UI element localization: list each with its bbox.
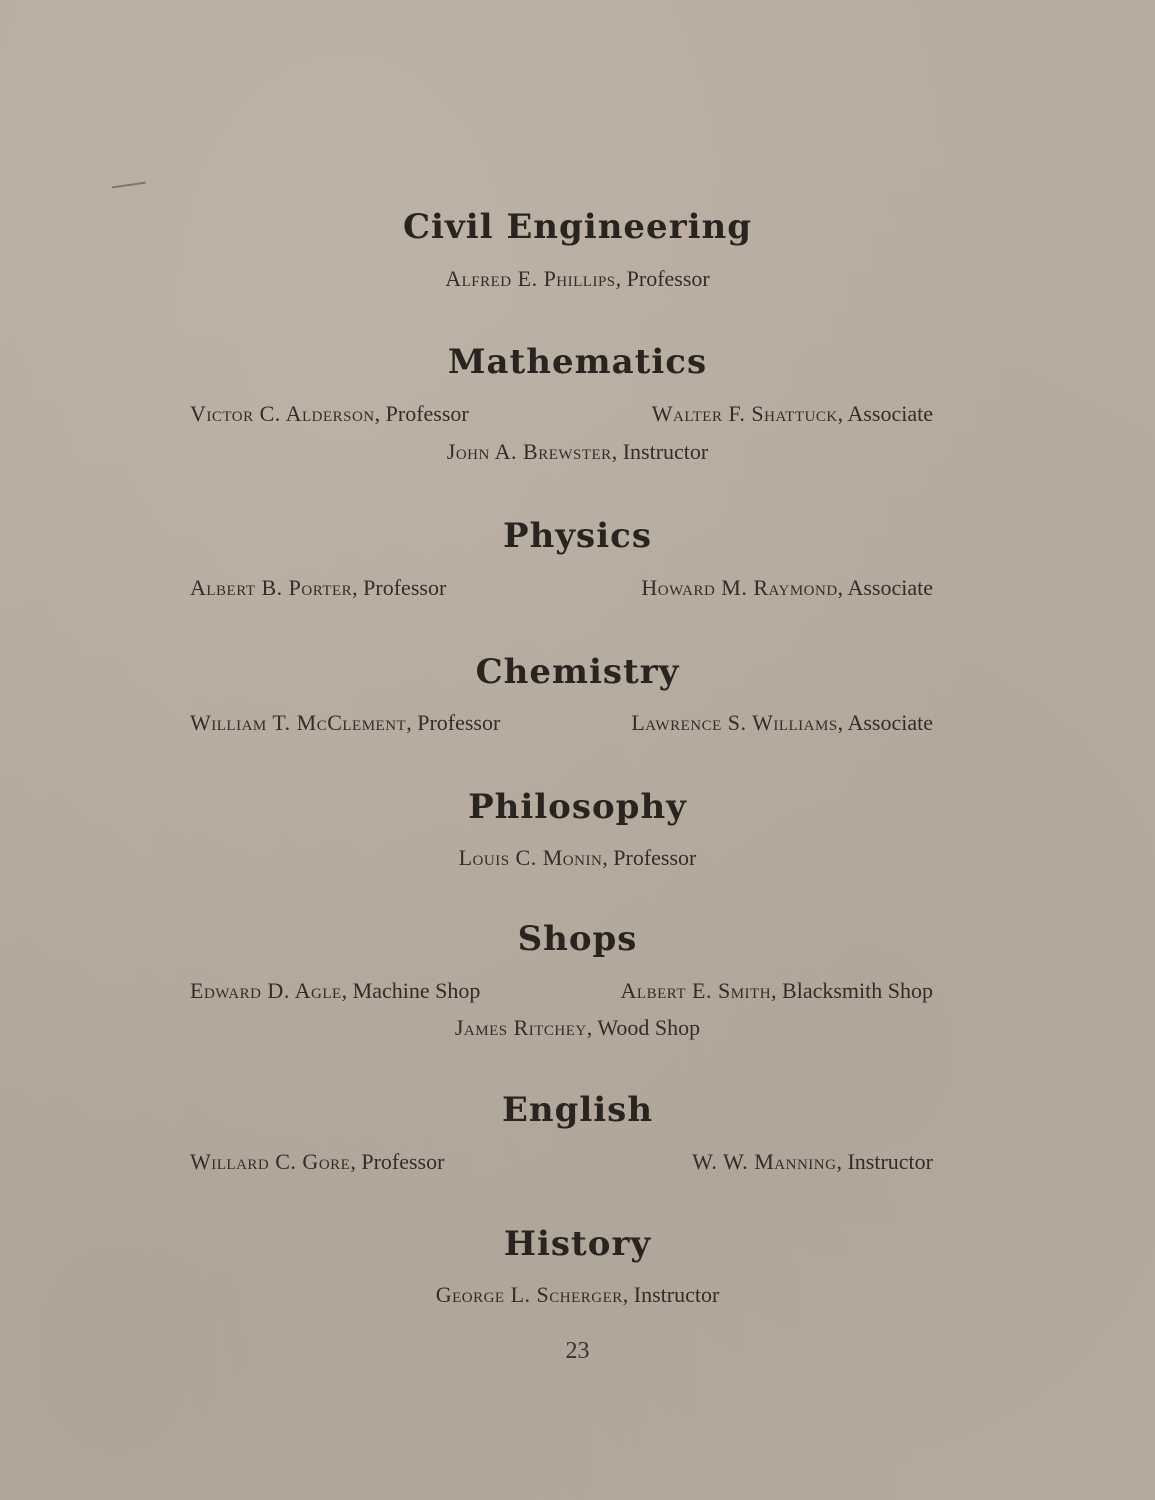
faculty-role: Instructor: [622, 439, 709, 464]
faculty-line: Walter F. Shattuck, Associate: [651, 401, 933, 426]
faculty-name: Albert E. Smith: [620, 978, 772, 1003]
faculty-line: W. W. Manning, Instructor: [692, 1149, 933, 1174]
faculty-role: Professor: [613, 845, 697, 870]
heading-shops: Shops: [517, 919, 638, 959]
faculty-role: Machine Shop: [352, 978, 481, 1003]
faculty-name: John A. Brewster: [446, 439, 612, 464]
faculty-name: James Ritchey: [454, 1015, 587, 1040]
faculty-name: Edward D. Agle: [190, 978, 342, 1003]
heading-mathematics: Mathematics: [447, 342, 708, 382]
faculty-line: William T. McClement, Professor: [190, 710, 501, 735]
faculty-line: Lawrence S. Williams, Associate: [631, 710, 933, 735]
faculty-line: John A. Brewster, Instructor: [446, 439, 709, 464]
faculty-role: Wood Shop: [597, 1015, 701, 1040]
faculty-line: James Ritchey, Wood Shop: [454, 1015, 701, 1040]
faculty-role: Professor: [363, 575, 447, 600]
faculty-role: Associate: [847, 575, 933, 600]
faculty-role: Instructor: [633, 1282, 720, 1307]
faculty-line: Victor C. Alderson, Professor: [190, 401, 469, 426]
faculty-name: Lawrence S. Williams: [631, 710, 838, 735]
heading-history: History: [503, 1224, 652, 1264]
faculty-line: Albert E. Smith, Blacksmith Shop: [620, 978, 933, 1003]
heading-physics: Physics: [503, 516, 652, 556]
faculty-name: Willard C. Gore: [190, 1149, 351, 1174]
faculty-role: Blacksmith Shop: [782, 978, 933, 1003]
heading-chemistry: Chemistry: [475, 652, 680, 692]
faculty-line: Alfred E. Phillips, Professor: [445, 266, 710, 291]
faculty-name: W. W. Manning: [692, 1149, 837, 1174]
faculty-line: Willard C. Gore, Professor: [190, 1149, 445, 1174]
faculty-name: William T. McClement: [190, 710, 407, 735]
faculty-name: Alfred E. Phillips: [445, 266, 616, 291]
faculty-name: Victor C. Alderson: [190, 401, 375, 426]
faculty-name: George L. Scherger: [435, 1282, 623, 1307]
faculty-role: Instructor: [847, 1149, 933, 1174]
faculty-line: George L. Scherger, Instructor: [435, 1282, 720, 1307]
faculty-line: Louis C. Monin, Professor: [458, 845, 697, 870]
faculty-role: Associate: [847, 710, 933, 735]
heading-civil-engineering: Civil Engineering: [402, 207, 753, 247]
heading-english: English: [501, 1090, 654, 1130]
faculty-name: Howard M. Raymond: [641, 575, 838, 600]
faculty-role: Professor: [361, 1149, 445, 1174]
page-number: 23: [565, 1338, 590, 1364]
faculty-line: Edward D. Agle, Machine Shop: [190, 978, 481, 1003]
faculty-name: Albert B. Porter: [190, 575, 353, 600]
faculty-role: Professor: [385, 401, 469, 426]
faculty-line: Howard M. Raymond, Associate: [641, 575, 933, 600]
faculty-role: Professor: [626, 266, 710, 291]
faculty-role: Associate: [847, 401, 933, 426]
faculty-role: Professor: [417, 710, 501, 735]
heading-philosophy: Philosophy: [468, 787, 687, 827]
faculty-name: Louis C. Monin: [458, 845, 603, 870]
faculty-line: Albert B. Porter, Professor: [190, 575, 447, 600]
faculty-name: Walter F. Shattuck: [651, 401, 838, 426]
pencil-mark: [112, 182, 146, 189]
